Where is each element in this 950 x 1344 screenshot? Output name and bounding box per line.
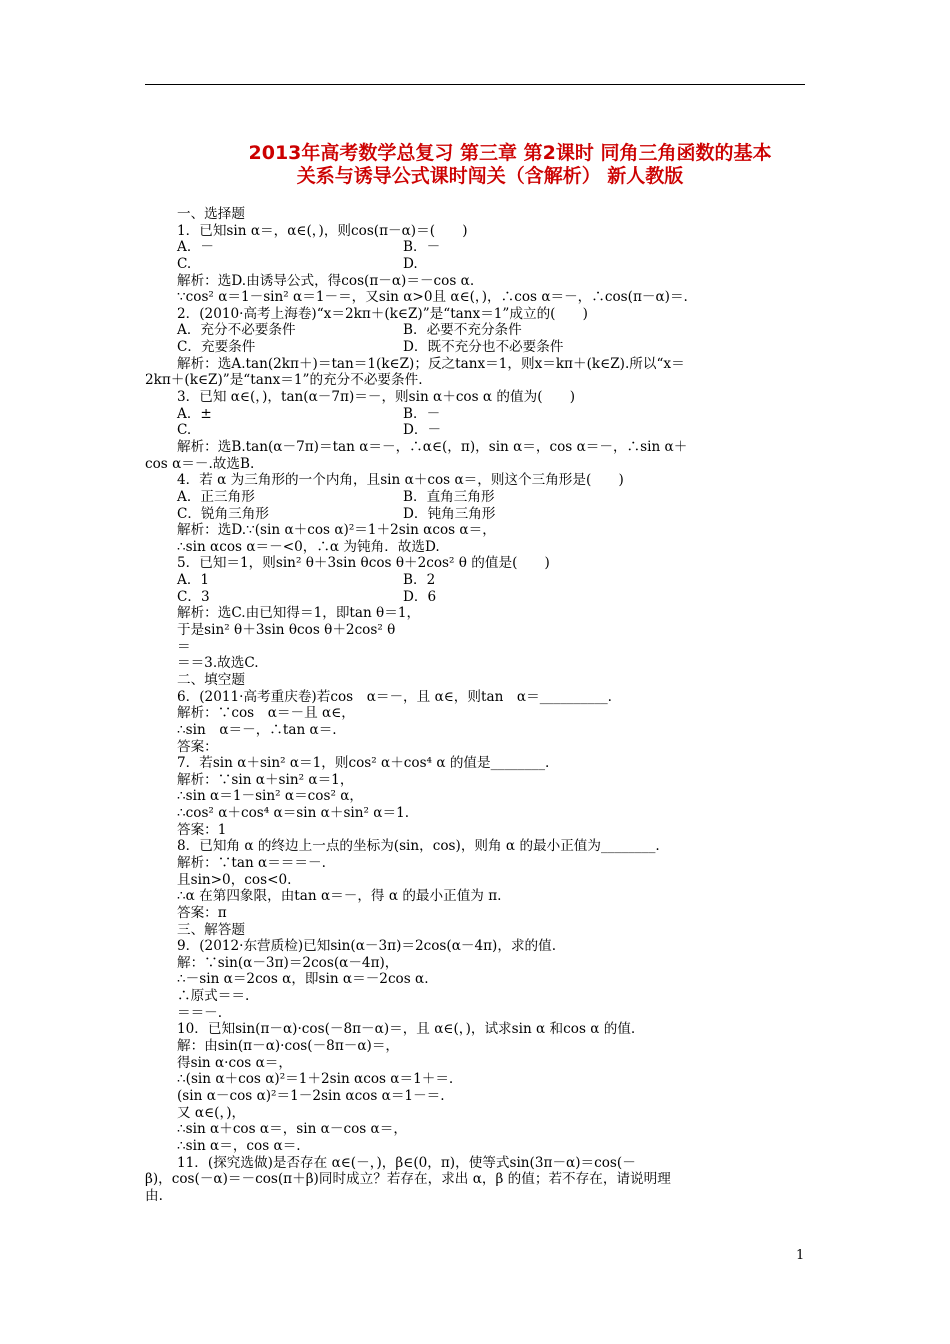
option-a: C. bbox=[177, 255, 192, 272]
option-a: A．1 bbox=[177, 572, 210, 589]
text-line: 2．(2010·高考上海卷)“x＝2kπ＋(k∈Z)”是“tanx＝1”成立的( ) bbox=[177, 305, 588, 322]
title-line-2: 关系与诱导公式课时闯关（含解析） 新人教版 bbox=[296, 165, 684, 187]
text-line: 三、解答题 bbox=[177, 921, 245, 938]
option-row bbox=[145, 506, 810, 523]
option-b: B．必要不充分条件 bbox=[403, 322, 522, 339]
option-a: A．± bbox=[177, 405, 212, 422]
option-a: C．充要条件 bbox=[177, 339, 256, 356]
text-line: 2kπ＋(k∈Z)”是“tanx＝1”的充分不必要条件. bbox=[145, 372, 423, 389]
text-line: ＝＝－. bbox=[177, 1004, 223, 1021]
option-row bbox=[145, 322, 810, 339]
text-line: 又 α∈(，)， bbox=[177, 1104, 246, 1121]
option-b: D．钝角三角形 bbox=[403, 505, 496, 522]
option-b: B．－ bbox=[403, 239, 441, 256]
text-line: 二、填空题 bbox=[177, 671, 245, 688]
option-a: C．3 bbox=[177, 588, 210, 605]
text-line: 解析：选D.∵(sin α＋cos α)²＝1＋2sin αcos α＝， bbox=[177, 522, 496, 539]
text-line: 解析：选A.tan(2kπ＋)＝tan＝1(k∈Z)；反之tanx＝1，则x＝kπ＋(k∈Z).所以“x＝ bbox=[177, 355, 685, 372]
text-line: (sin α－cos α)²＝1－2sin αcos α＝1－＝. bbox=[177, 1087, 445, 1104]
option-b: B．－ bbox=[403, 405, 441, 422]
text-line: β)，cos(－α)＝－cos(π＋β)同时成立？若存在，求出 α，β 的值；若不存在，请说明理 bbox=[145, 1171, 671, 1188]
text-line: cos α＝－.故选B. bbox=[145, 455, 255, 472]
text-line: 答案：1 bbox=[177, 821, 227, 838]
text-line: 解析：∵cos α＝－且 α∈， bbox=[177, 705, 355, 722]
option-a: C. bbox=[177, 422, 192, 439]
text-line: 由. bbox=[145, 1187, 163, 1204]
text-line: 解析：选B.tan(α－7π)＝tan α＝－，∴α∈(，π)，sin α＝，cos α＝－，∴sin α＋ bbox=[177, 438, 688, 455]
text-line: 10．已知sin(π－α)·cos(－8π－α)＝，且 α∈(，)，试求sin α 和cos α 的值. bbox=[177, 1021, 636, 1038]
text-line: 解析：选D.由诱导公式，得cos(π－α)＝－cos α. bbox=[177, 272, 475, 289]
text-line: 7．若sin α＋sin² α＝1，则cos² α＋cos⁴ α 的值是________. bbox=[177, 755, 550, 772]
text-line: 解：∵sin(α－3π)＝2cos(α－4π)， bbox=[177, 954, 399, 971]
text-line: 解：由sin(π－α)·cos(－8π－α)＝， bbox=[177, 1038, 400, 1055]
option-a: C．锐角三角形 bbox=[177, 505, 269, 522]
document-body bbox=[145, 206, 810, 1204]
option-b: B．2 bbox=[403, 572, 436, 589]
text-line: 3．已知 α∈(，)，tan(α－7π)＝－，则sin α＋cos α 的值为( ) bbox=[177, 389, 575, 406]
text-line: 1．已知sin α＝，α∈(，)，则cos(π－α)＝( ) bbox=[177, 222, 468, 239]
option-b: B．直角三角形 bbox=[403, 488, 495, 505]
text-line: ∴cos² α＋cos⁴ α＝sin α＋sin² α＝1. bbox=[177, 805, 410, 822]
option-b: D．既不充分也不必要条件 bbox=[403, 339, 564, 356]
text-line: 解析：选C.由已知得＝1，即tan θ＝1， bbox=[177, 605, 421, 622]
text-line: ∴sin α＝，cos α＝. bbox=[177, 1137, 301, 1154]
text-line: ∴－sin α＝2cos α，即sin α＝－2cos α. bbox=[177, 971, 429, 988]
text-line: ∴原式＝＝. bbox=[177, 988, 250, 1005]
text-line: ∴sin α＝1－sin² α＝cos² α， bbox=[177, 788, 364, 805]
text-line: ∵cos² α＝1－sin² α＝1－＝，又sin α>0且 α∈(，)，∴cos α＝－，∴cos(π－α)＝. bbox=[177, 289, 688, 306]
text-line: 解析：∵tan α＝＝＝－. bbox=[177, 854, 326, 871]
option-row bbox=[145, 422, 810, 439]
header-rule bbox=[145, 84, 805, 85]
document-title bbox=[145, 142, 805, 188]
text-line: 答案：π bbox=[177, 904, 227, 921]
text-line: 解析：∵sin α＋sin² α＝1， bbox=[177, 771, 354, 788]
text-line: 11．(探究选做)是否存在 α∈(－，)，β∈(0，π)，使等式sin(3π－α)＝cos(－ bbox=[177, 1154, 636, 1171]
text-line: 答案： bbox=[177, 738, 218, 755]
option-b: D．6 bbox=[403, 588, 437, 605]
option-b: D．－ bbox=[403, 422, 442, 439]
page-number: 1 bbox=[796, 1248, 805, 1263]
title-line-1: 2013年高考数学总复习 第三章 第2课时 同角三角函数的基本 bbox=[248, 142, 772, 164]
text-line: ∴sin α＋cos α＝，sin α－cos α＝， bbox=[177, 1121, 407, 1138]
text-line: 得sin α·cos α＝， bbox=[177, 1054, 292, 1071]
text-line: ＝ bbox=[177, 638, 191, 655]
text-line: 一、选择题 bbox=[177, 206, 245, 222]
option-a: A．－ bbox=[177, 239, 215, 256]
text-line: ∴sin α＝－，∴tan α＝. bbox=[177, 721, 337, 738]
text-line: 5．已知＝1，则sin² θ＋3sin θcos θ＋2cos² θ 的值是( ) bbox=[177, 555, 550, 572]
option-row bbox=[145, 589, 810, 606]
text-line: ＝＝3.故选C. bbox=[177, 655, 259, 672]
option-a: A．正三角形 bbox=[177, 488, 255, 505]
text-line: ∴sin αcos α＝－<0，∴α 为钝角．故选D. bbox=[177, 538, 440, 555]
option-row bbox=[145, 239, 810, 256]
text-line: 4．若 α 为三角形的一个内角，且sin α＋cos α＝，则这个三角形是( ) bbox=[177, 472, 624, 489]
text-line: 8．已知角 α 的终边上一点的坐标为(sin，cos)，则角 α 的最小正值为________. bbox=[177, 838, 660, 855]
text-line: 于是sin² θ＋3sin θcos θ＋2cos² θ bbox=[177, 622, 396, 639]
text-line: 9．(2012·东营质检)已知sin(α－3π)＝2cos(α－4π)，求的值. bbox=[177, 938, 557, 955]
option-row bbox=[145, 489, 810, 506]
option-row bbox=[145, 406, 810, 423]
option-row bbox=[145, 339, 810, 356]
text-line: 6．(2011·高考重庆卷)若cos α＝－，且 α∈，则tan α＝__________. bbox=[177, 688, 612, 705]
option-a: A．充分不必要条件 bbox=[177, 322, 296, 339]
text-line: ∴α 在第四象限，由tan α＝－，得 α 的最小正值为 π. bbox=[177, 888, 502, 905]
option-row bbox=[145, 572, 810, 589]
option-row bbox=[145, 256, 810, 273]
text-line: ∴(sin α＋cos α)²＝1＋2sin αcos α＝1＋＝. bbox=[177, 1071, 454, 1088]
text-line: 且sin>0，cos<0. bbox=[177, 871, 292, 888]
option-b: D. bbox=[403, 255, 418, 272]
